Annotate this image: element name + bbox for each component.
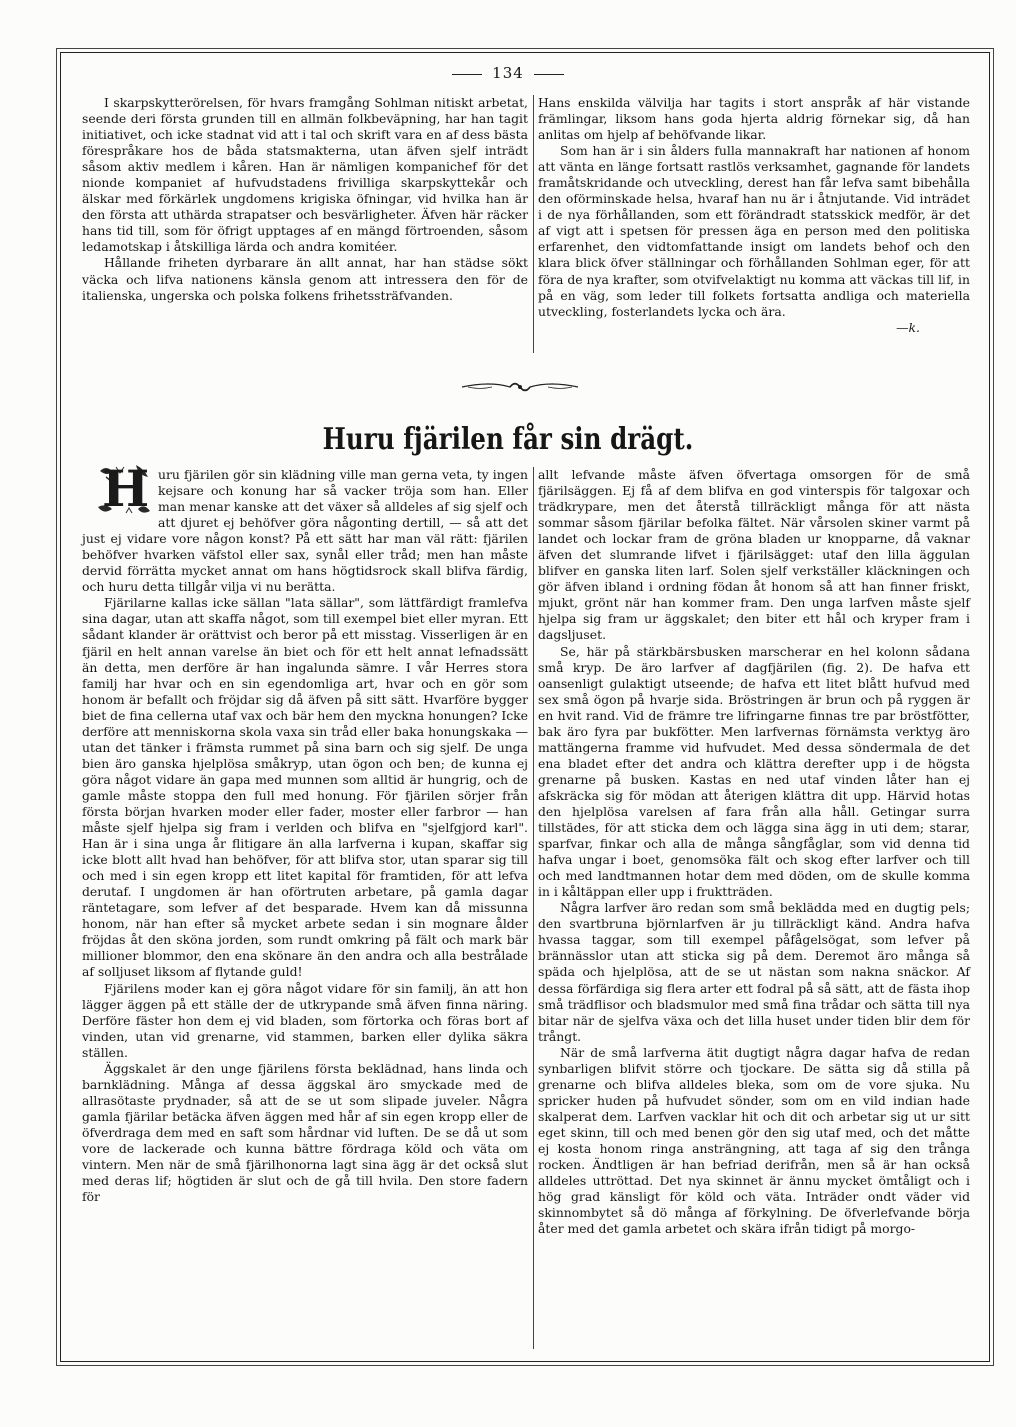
column-rule [533, 467, 534, 1349]
main-article-column-left [82, 459, 528, 1205]
top-article-column-left [82, 95, 528, 304]
article-title: Huru fjärilen får sin drägt. [322, 422, 694, 457]
page-number [0, 64, 1016, 82]
paragraph: Hållande friheten dyrbarare än allt annat, har han städse sökt väcka och lifva nationens känsla genom att intressera den för de italienska, ungerska och polska folkens frihetssträfvanden. [82, 255, 528, 303]
page-number-text: 134 [492, 64, 524, 82]
paragraph [82, 459, 528, 595]
paragraph: allt lefvande måste äfven öfvertaga omsorgen för de små fjärilsäggen. Ej få af dem blifva en god vinterspis för talgoxar och trädkrypare, men det återstå tillräckligt många för att nästa sommar såsom fjärilar befolka fältet. När vårsolen skiner varmt på landet och lockar fram de gröna bladen ur knopparne, då vaknar äfven det slumrande lifvet i fjärilsägget: utaf den lilla äggulan blifver en ganska liten larf. Solen sjelf verkställer kläckningen och gör äfven ibland i ordning födan åt honom så att han finner friskt, mjukt, grönt när han kommer fram. Den unga larfven måste sjelf hjelpa sig fram ur äggskalet; den biter ett hål och kryper fram i dagsljuset. [538, 467, 970, 643]
paragraph: Äggskalet är den unge fjärilens första beklädnad, hans linda och barnklädning. Många af dessa äggskal äro smyckade med de allrasötaste prydnader, så att de se ut som slipade juveler. Några gamla fjärilar betäcka äfven äggen med hår af sin egen kropp eller de öfverdraga dem med en saft som hårdnar vid luften. De se då ut som vore de lackerade och kunna bättre fördraga köld och väta om vintern. Men när de små fjärilhonorna lagt sina ägg är det också slut med deras lif; högtiden är slut och de gå till hvila. Den store fadern för [82, 1060, 528, 1205]
paragraph: Hans enskilda välvilja har tagits i stort anspråk af här vistande främlingar, liksom hans goda hjerta aldrig förnekar sig, då han anlitas om hjelp af behöfvande likar. [538, 95, 970, 143]
paragraph: Se, här på stärkbärsbusken marscherar en hel kolonn sådana små kryp. De äro larfver af dagfjärilen (fig. 2). De hafva ett oansenligt gulaktigt utseende; de hafva ett litet blått hufvud med sex små ögon på hvarje sida. Bröstringen är brun och på ryggen är en hvit rand. Vid de främre tre lifringarne finnas tre par bröstfötter, bak äro fyra par bukfötter. Men larfvernas förnämsta verktyg äro mattängerna framme vid hufvudet. Med dessa söndermala de det ena bladet efter det andra och klättra derefter upp i de högsta grenarne på busken. Kastas en ned utaf vinden låter han ej afskräcka sig för mödan att återigen klättra dit upp. Härvid hotas den hjelplösa varelsen af fara från alla håll. Getingar surra tillstädes, för att sticka dem och lägga sina ägg in uti dem; starar, sparfvar, finkar och alla de många sångfåglar, som vid denna tid hafva ungar i boet, genomsöka fält och skog efter larfver och till och med landtmannen hotar dem med döden, om de skulle komma in i kåltäppan eller upp i fruktträden. [538, 643, 970, 900]
paragraph: Fjärilarne kallas icke sällan "lata sällar", som lättfärdigt framlefva sina dagar, utan att skaffa något, som till exempel biet eller myran. Ett sådant klander är orättvist och beror på ett misstag. Visserligen är en fjäril en helt annan varelse än biet och för ett helt annat lefnadssätt än detta, men derföre är han ingalunda sämre. I vår Herres stora familj har hvar och en sin egendomliga art, hvar och en gör som honom är befallt och fröjdar sig då äfven på sitt sätt. Hvarföre bygger biet de fina cellerna utaf vax och bär hem den myckna honungen? Icke derföre att menniskorna skola vaxa sin tråd eller baka honungskaka — utan det tänker i främsta rummet på sina barn och sig sjelf. De unga bien äro ganska hjelplösa småkryp, utan ögon och ben; de kunna ej göra något vidare än gapa med munnen som alltid är hungrig, och de gamle måste stoppa den full med honung. För fjärilen sörjer från första början hvarken moder eller fader, moster eller farbror — han måste sjelf hjelpa sig fram i verlden och blifva en "sjelfgjord karl". Han är i sina unga år flitigare än alla larfverna i kupan, skaffar sig icke blott allt hvad han behöfver, för att blifva stor, utan sparar sig till och med i sin egen kropp ett litet kapital för framtiden, för att lefva derutaf. I ungdomen är han oförtruten arbetare, på gamla dagar räntetagare, som lefver af det besparade. Hvem kan då missunna honom, när han efter så mycket arbete sedan i sin mognare ålder fröjdas åt den sköna jorden, som rundt omkring på fält och mark bär millioner blommor, den ena skönare än den andra och alla bestrålade af solljuset liksom af flytande guld! [82, 595, 528, 980]
main-article-column-right [538, 467, 970, 1237]
paragraph: När de små larfverna ätit dugtigt några dagar hafva de redan synbarligen blifvit större och tjockare. De sätta sig då stilla på grenarne och blifva alldeles bleka, som om de vore sjuka. Nu spricker huden på hufvudet sönder, som om en vild indian hade skalperat dem. Larfven vacklar hit och dit och arbetar sig ut ur sitt eget skinn, till och med benen gör den sig utaf med, och det måtte ej kosta honom ringa ansträngning, att taga af sig den trånga rocken. Ändtligen är han befriad derifrån, men så är han också alldeles uttröttad. Det nya skinnet är ännu mycket ömtåligt och i hög grad känsligt för köld och väta. Inträder ondt väder vid skinnombytet så dö många af förkylning. De öfverlefvande börja åter med det gamla arbetet och skära ifrån tidigt på morgo- [538, 1044, 970, 1237]
dropcap-illustration [96, 459, 152, 519]
dropcap-letter: H [102, 459, 150, 518]
ornament-divider-icon [460, 377, 580, 397]
paragraph: Fjärilens moder kan ej göra något vidare för sin familj, än att hon lägger äggen på ett ställe der de utkrypande små äfven finna näring. Derföre fäster hon dem ej vid bladen, som förtorka och föras bort af vinden, utan vid grenarne, vid stammen, barken eller dylika säkra ställen. [82, 980, 528, 1060]
author-signature: —k. [896, 319, 920, 335]
paragraph-text: uru fjärilen gör sin klädning ville man gerna veta, ty ingen kejsare och konung har så vacker tröja som han. Eller man menar kanske att det växer så alldeles af sig sjelf och att djuret ej behöfver göra någonting dertill, — så att det just ej vidare vore någon konst? På ett sätt har man väl rätt: fjärilen behöfver hvarken väfstol eller sax, synål eller tråd; men han måste dervid förrätta mycket annat om hans högtidsrock skall blifva färdig, och huru detta tillgår vilja vi nu berätta. [82, 467, 528, 595]
column-rule [533, 95, 534, 353]
top-article-column-right [538, 95, 970, 336]
paragraph: Som han är i sin ålders fulla mannakraft har nationen af honom att vänta en länge fortsatt rastlös verksamhet, gagnande för landets framåtskridande och utveckling, derest han får lefva samt bibehålla den oförminskade helsa, hvaraf han nu är i åtnjutande. Vid inträdet i de nya förhållanden, som ett förändradt statsskick medför, är det af vigt att i spetsen för pressen äga en person med den politiska erfarenhet, den vidtomfattande insigt om landets behof och den klara blick öfver ställningar och förhållanden Sohlman eger, för att föra de nya krafter, som otvifvelaktigt nu komma att väckas till lif, in på en väg, som leder till folkets fortsatta andliga och materiella utveckling, fosterlandets lycka och ära. [538, 143, 970, 319]
paragraph: Några larfver äro redan som små beklädda med en dugtig pels; den svartbruna björnlarfven är ju tillräckligt känd. Andra hafva hvassa taggar, som till exempel påfågelsögat, som lefver på brännässlor utan att sticka sig på dem. Deremot äro många så späda och hjelplösa, att de se ut nästan som nakna snäckor. Af dessa förfärdiga sig flera arter ett fodral på så sätt, att de fästa ihop små trädflisor och bladsmulor med små fina trådar och sätta till nya bitar när de sjelfva växa och det lilla huset under tiden blir dem för trångt. [538, 900, 970, 1044]
paragraph: I skarpskytterörelsen, för hvars framgång Sohlman nitiskt arbetat, seende deri första grunden till en allmän folkbeväpning, har han tagit initiativet, och icke stadnat vid att i tal och skrift vara en af dess bästa förespråkare hos de båda statsmakterna, utan äfven sjelf inträdt såsom aktiv medlem i kåren. Han är nämligen kompanichef för det nionde kompaniet af hufvudstadens frivilliga skarpskyttekår och älskar med förkärlek ungdomens krigiska öfningar, vid hvilka han är den första att uthärda strapatser och besvärligheter. Äfven här räcker hans tid till, som för öfrigt upptages af en mängd förtroenden, såsom ledamotskap i åtskilliga lärda och andra komitéer. [82, 95, 528, 255]
